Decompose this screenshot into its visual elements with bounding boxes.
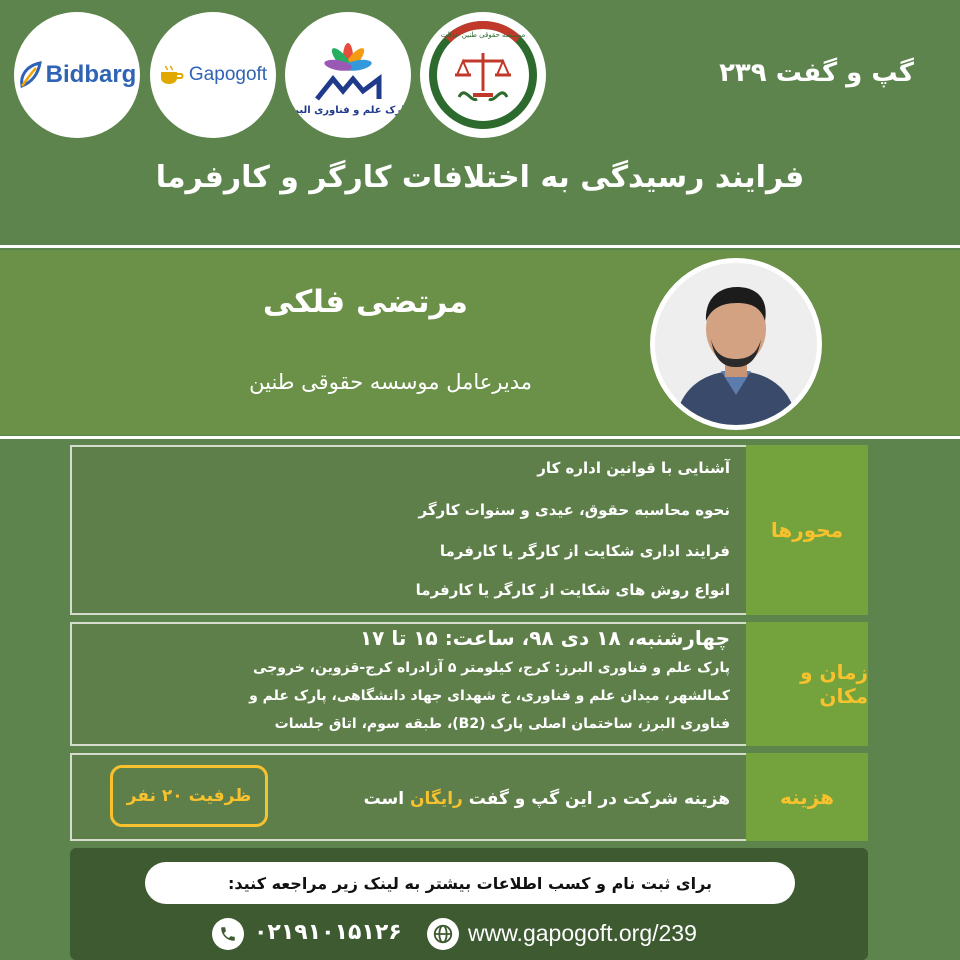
- event-datetime: چهارشنبه، ۱۸ دی ۹۸، ساعت: ۱۵ تا ۱۷: [359, 626, 730, 650]
- speaker-name: مرتضی فلکی: [262, 284, 468, 320]
- topics-label: محورها: [746, 445, 868, 615]
- registration-bar: برای ثبت نام و کسب اطلاعات بیشتر به لینک زیر مراجعه کنید:: [145, 862, 795, 904]
- topics-panel: [70, 445, 868, 615]
- globe-icon: [427, 918, 459, 950]
- address-line: کمالشهر، میدان علم و فناوری، خ شهدای جهاد دانشگاهی، پارک علم و: [249, 688, 730, 704]
- gapogoft-logo: [150, 12, 276, 138]
- speaker-photo: [650, 258, 822, 430]
- capacity-badge: ظرفیت ۲۰ نفر: [110, 765, 268, 827]
- coffee-cup-icon: [159, 64, 185, 86]
- phone-number[interactable]: ۰۲۱۹۱۰۱۵۱۲۶: [254, 920, 402, 945]
- cost-text: [364, 789, 730, 809]
- cost-panel: [70, 753, 868, 841]
- event-title: فرایند رسیدگی به اختلافات کارگر و کارفرما: [155, 160, 805, 195]
- bidbarg-logo: [14, 12, 140, 138]
- tanin-institute-logo: [420, 12, 546, 138]
- bidbarg-leaf-icon: [18, 60, 44, 90]
- event-series-number: گپ و گفت ۲۳۹: [719, 58, 914, 88]
- topic-item: نحوه محاسبه حقوق، عیدی و سنوات کارگر: [418, 501, 730, 519]
- address-line: پارک علم و فناوری البرز: کرج، کیلومتر ۵ آزادراه کرج-قزوین، خروجی: [253, 660, 730, 676]
- topic-item: فرایند اداری شکایت از کارگر یا کارفرما: [439, 542, 730, 560]
- cost-text-before: هزینه شرکت در این گپ و گفت: [462, 789, 730, 809]
- speaker-role: مدیرعامل موسسه حقوقی طنین: [249, 370, 532, 394]
- park-name: پارک علم و فناوری البرز: [287, 104, 409, 116]
- institute-name: موسسه حقوقی طنین عدالت: [440, 31, 526, 39]
- phone-icon: [212, 918, 244, 950]
- topic-item: آشنایی با قوانین اداره کار: [537, 459, 730, 477]
- bidbarg-wordmark: Bidbarg: [45, 61, 137, 88]
- address-line: فناوری البرز، ساختمان اصلی پارک (B2)، طبقه سوم، اتاق جلسات: [274, 716, 730, 732]
- gapogoft-wordmark: Gapogoft: [188, 64, 268, 85]
- divider-top: [0, 245, 960, 248]
- time-place-panel: [70, 622, 868, 746]
- cost-label: هزینه: [746, 753, 868, 841]
- topic-item: انواع روش های شکایت از کارگر یا کارفرما: [415, 581, 730, 599]
- time-place-label: زمان و مکان: [746, 622, 868, 746]
- cost-text-after: است: [363, 789, 411, 809]
- park-emblem-icon: [303, 35, 393, 105]
- alborz-park-logo: [285, 12, 411, 138]
- divider-bottom: [0, 436, 960, 439]
- website-link[interactable]: www.gapogoft.org/239: [468, 920, 697, 946]
- cost-free-highlight: رایگان: [410, 789, 463, 809]
- speaker-portrait-icon: [655, 263, 817, 425]
